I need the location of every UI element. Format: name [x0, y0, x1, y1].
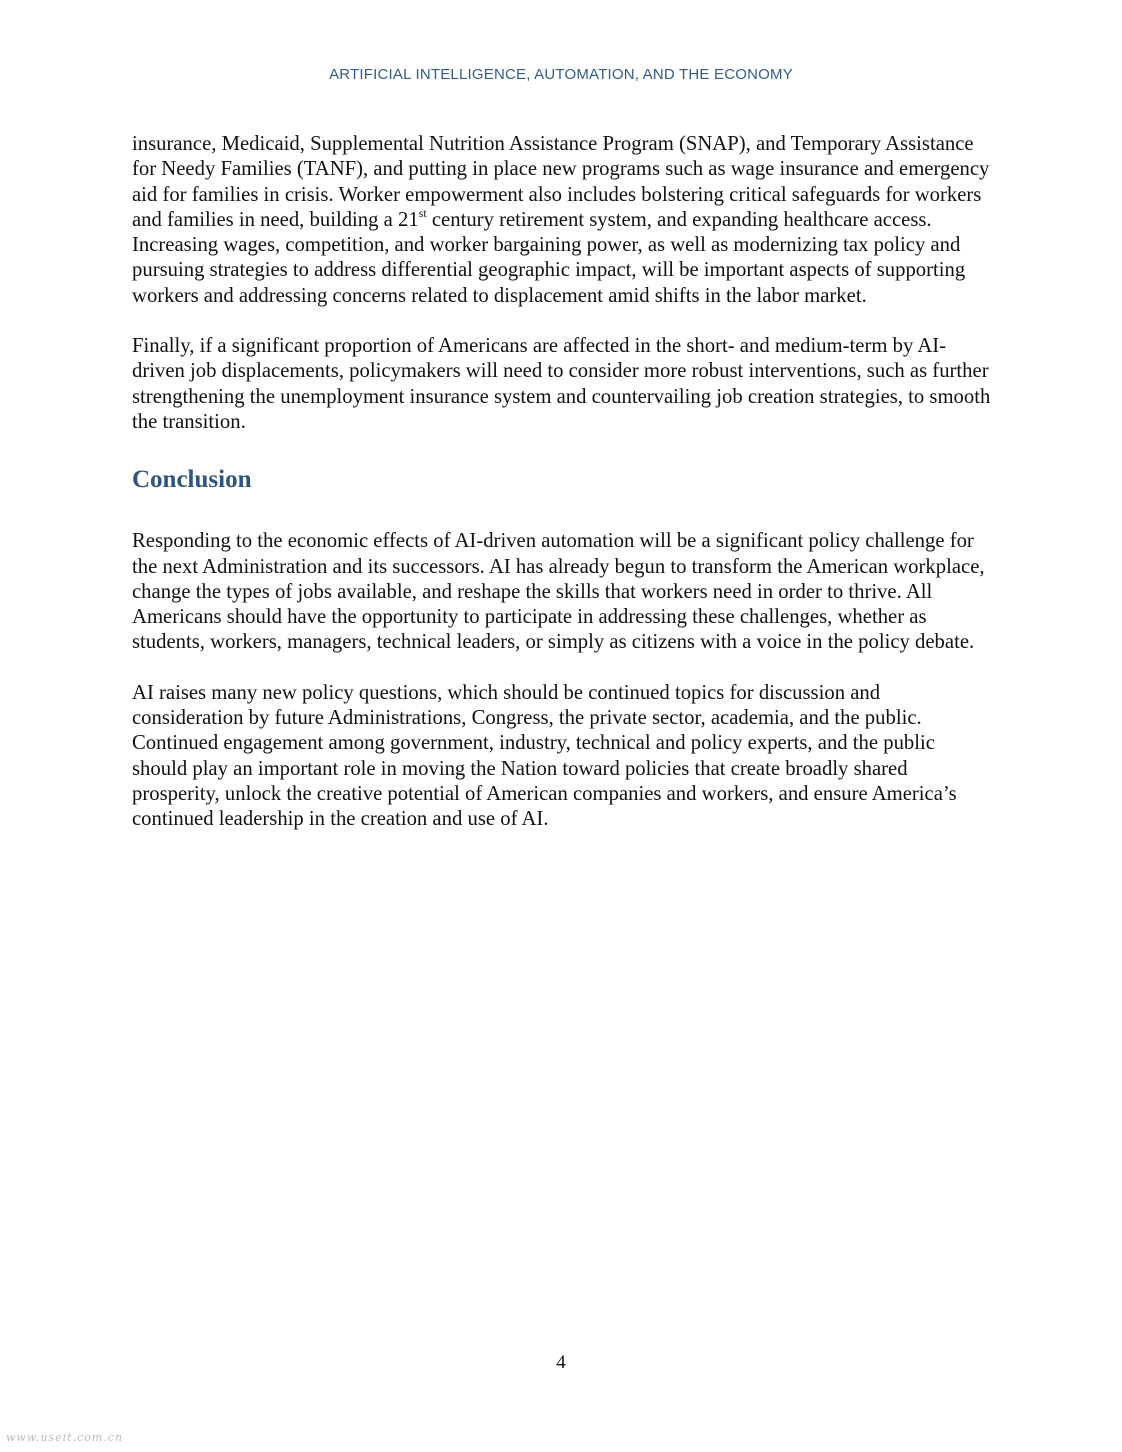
paragraph-1-text-end: century retirement system, and expanding healthcare access. Increasing wages, competition, and worker bargaining power, as well as modernizing tax policy and pursuing strategies to address differential geographic impact, will be important aspects of supporting workers and addressing concerns related to displacement amid shifts in the labor market.	[132, 208, 966, 307]
superscript-ordinal: st	[418, 206, 427, 220]
watermark: www.useit.com.cn	[6, 1431, 124, 1444]
running-header: ARTIFICIAL INTELLIGENCE, AUTOMATION, AND THE ECONOMY	[329, 66, 793, 83]
body-paragraph-4: AI raises many new policy questions, which should be continued topics for discussion and consideration by future Administrations, Congress, the private sector, academia, and the public. Continued engagement among government, industry, technical and policy experts, and the public should play an important role in moving the Nation toward policies that create broadly shared prosperity, unlock the creative potential of American companies and workers, and ensure America’s continued leadership in the creation and use of AI.	[132, 681, 957, 831]
body-paragraph-2: Finally, if a significant proportion of Americans are affected in the short- and medium-term by AI-driven job displacements, policymakers will need to consider more robust interventions, such as further strengthening the unemployment insurance system and countervailing job creation strategies, to smooth the transition.	[132, 335, 991, 433]
page-number: 4	[556, 1352, 566, 1373]
document-body	[132, 132, 992, 833]
body-paragraph-3: Responding to the economic effects of AI-driven automation will be a significant policy challenge for the next Administration and its successors. AI has already begun to transform the American workplace, change the types of jobs available, and reshape the skills that workers need in order to thrive. All Americans should have the opportunity to participate in addressing these challenges, whether as students, workers, managers, technical leaders, or simply as citizens with a voice in the policy debate.	[132, 530, 985, 654]
body-paragraph-1	[132, 132, 992, 309]
paragraph-1-text-start: insurance, Medicaid, Supplemental Nutrition Assistance Program (SNAP), and Temporary Assistance for Needy Families (TANF), and putting in place new programs such as wage insurance and emergency aid for families in crisis. Worker empowerment also includes bolstering critical safeguards for workers and families in need, building a 21	[132, 133, 990, 231]
section-heading-conclusion: Conclusion	[132, 466, 252, 494]
